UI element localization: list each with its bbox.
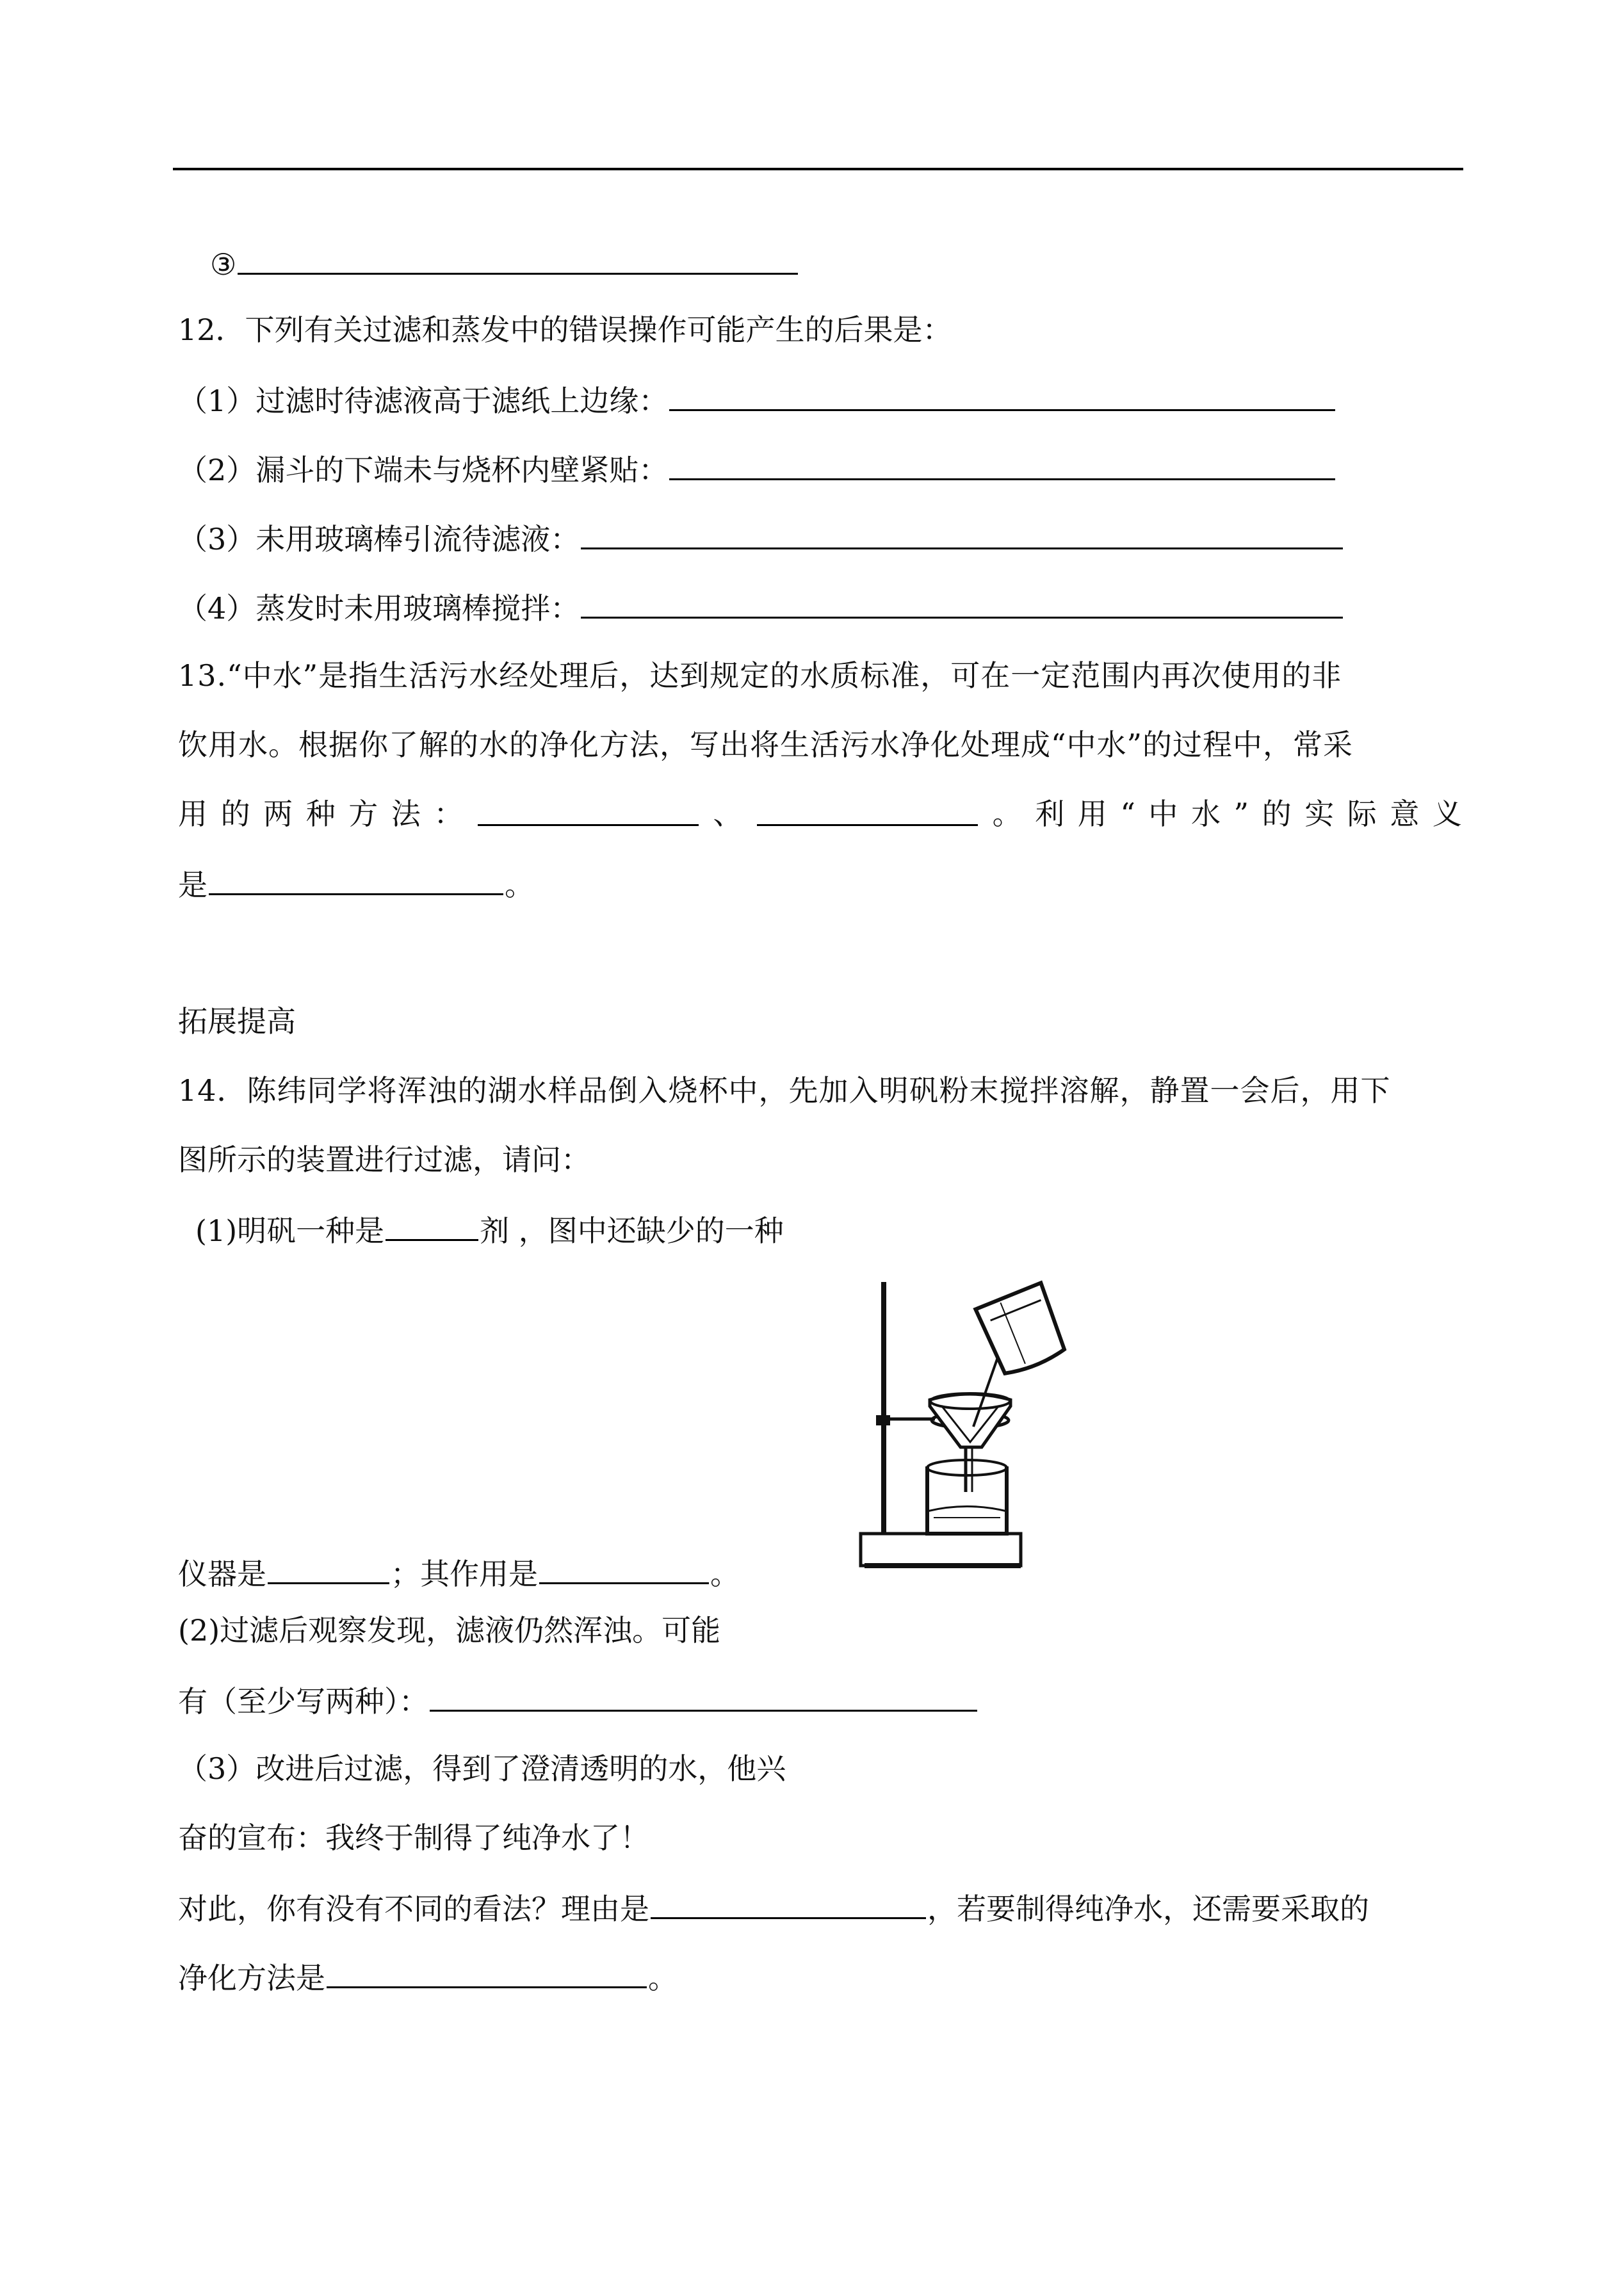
q14-part1-line2 [178,1553,740,1593]
q14-reason-blank[interactable] [651,1888,926,1919]
q14-instrument-blank[interactable] [268,1553,389,1584]
q14-reasons-blank[interactable] [430,1680,977,1712]
q12-sub4-text: （4）蒸发时未用玻璃棒搅拌： [178,591,580,626]
q14-line2: 图所示的装置进行过滤，请问： [178,1142,590,1177]
q13-char: 。 [992,797,1022,831]
q14-part2-line2 [178,1680,978,1721]
q12-sub4 [178,587,1344,628]
q13-significance-blank[interactable] [209,864,503,895]
q13-line3 [178,795,1462,833]
q13-char: 义 [1432,797,1462,831]
q14-reason-suffix: ，若要制得纯净水，还需要采取的 [927,1892,1369,1926]
q12-sub1 [178,380,1336,420]
q13-method1-blank[interactable] [478,795,699,826]
q14-purification-method-blank[interactable] [327,1957,647,1988]
q13-line2: 饮用水。根据你了解的水的净化方法，写出将生活污水净化处理成“中水”的过程中，常采 [178,727,1354,762]
q14-part1-end: 。 [710,1557,740,1591]
filtration-apparatus-figure [858,1274,1089,1578]
q14-method-prefix: 净化方法是 [178,1961,325,1995]
q14-part2-prefix: 有（至少写两种）： [178,1684,428,1719]
q14-function-blank[interactable] [539,1553,709,1584]
q14-function-prefix: ；其作用是 [391,1557,538,1591]
pouring-beaker [975,1283,1068,1378]
q12-sub1-text: （1）过滤时待滤液高于滤纸上边缘： [178,384,669,418]
q13-char: 际 [1347,797,1377,831]
q13-char: 种 [305,797,336,831]
q13-char: 的 [1262,797,1292,831]
q13-char: 中 [1148,797,1178,831]
q14-part2-line1: (2)过滤后观察发现，滤液仍然浑浊。可能 [178,1613,721,1648]
q12-sub4-blank[interactable] [581,587,1343,619]
stand-base [861,1534,1021,1566]
q13-line4 [178,864,534,904]
q13-char: 用 [178,797,207,831]
q13-char: 法 [391,797,421,831]
q14-method-suffix: 。 [648,1961,678,1995]
q13-separator: 、 [713,797,743,831]
q13-char: “ [1120,797,1135,831]
q14-part1-suffix: 剂 ，图中还缺少的一种 [480,1213,784,1248]
q13-char: 方 [348,797,378,831]
q14-reason-prefix: 对此，你有没有不同的看法？理由是 [178,1892,649,1926]
q13-method2-blank[interactable] [757,795,978,826]
q13-line1: 13.“中水”是指生活污水经处理后，达到规定的水质标准，可在一定范围内再次使用的非 [178,658,1342,693]
q14-line1: 14．陈纬同学将浑浊的湖水样品倒入烧杯中，先加入明矾粉末搅拌溶解，静置一会后，用下 [178,1073,1391,1108]
q14-part3-line1: （3）改进后过滤，得到了澄清透明的水，他兴 [178,1751,786,1786]
q13-char: 水 [1190,797,1221,831]
q14-part3-line3 [178,1888,1369,1928]
ring-clamp [876,1415,890,1425]
item-3-line [210,243,799,284]
q13-char: 用 [1077,797,1107,831]
header-rule [173,168,1463,170]
q13-line4-prefix: 是 [178,868,207,902]
q14-agent-blank[interactable] [386,1210,478,1241]
q13-char: 利 [1035,797,1065,831]
q13-char: 意 [1390,797,1420,831]
q12-sub2 [178,449,1336,489]
q14-instrument-prefix: 仪器是 [178,1557,266,1591]
q12-sub1-blank[interactable] [669,380,1335,411]
q12-sub2-text: （2）漏斗的下端未与烧杯内壁紧贴： [178,453,669,487]
q12-sub3 [178,518,1344,558]
q13-line4-suffix: 。 [505,868,534,902]
item-3-marker: ③ [210,247,237,282]
q14-part3-line4 [178,1957,678,1997]
item-3-answer-blank[interactable] [238,243,798,275]
q12-sub3-text: （3）未用玻璃棒引流待滤液： [178,522,580,556]
q13-char: 实 [1304,797,1335,831]
q13-char: 两 [263,797,293,831]
q12-stem: 12．下列有关过滤和蒸发中的错误操作可能产生的后果是： [178,312,952,347]
section-title: 拓展提高 [178,1004,296,1039]
q13-char: 的 [220,797,250,831]
q14-part1-prefix: (1)明矾一种是 [195,1213,385,1248]
q14-part3-line2: 奋的宣布：我终于制得了纯净水了！ [178,1821,649,1855]
q13-char: ： [434,797,464,831]
q12-sub2-blank[interactable] [669,449,1335,480]
q13-char: ” [1233,797,1249,831]
funnel [930,1394,1011,1447]
q12-sub3-blank[interactable] [581,518,1343,549]
q14-part1-line1 [195,1210,784,1250]
